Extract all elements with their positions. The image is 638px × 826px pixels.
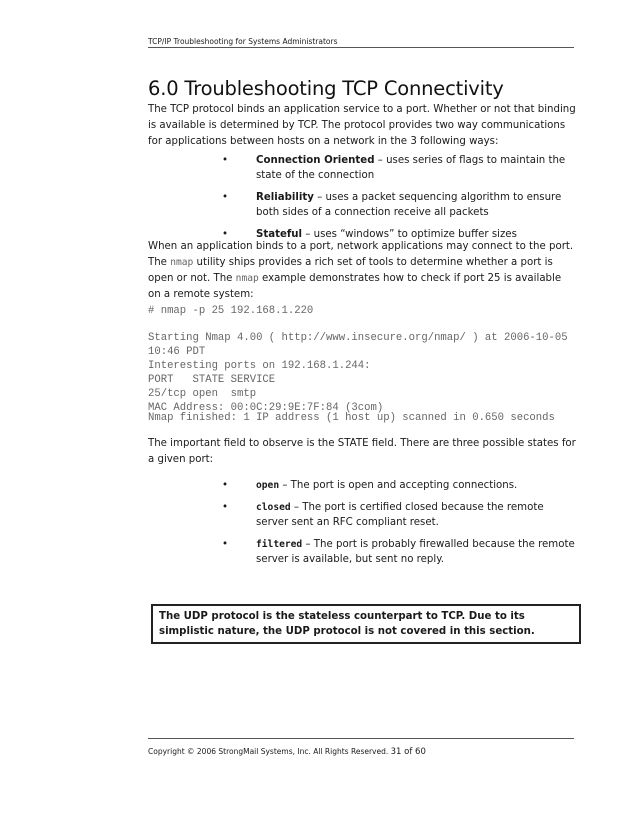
bullet-icon: • — [222, 229, 229, 240]
code-command: # nmap -p 25 192.168.1.220 — [148, 305, 314, 317]
bullet-icon: • — [222, 192, 229, 203]
list-item — [222, 500, 578, 530]
bullet-icon: • — [222, 480, 229, 491]
way-description: – uses “windows” to optimize buffer sizes — [302, 229, 517, 240]
nmap-text-1: When an application binds to a port, network applications may connect to the port. The — [148, 241, 574, 268]
bullet-icon: • — [222, 502, 229, 513]
state-description: – The port is certified closed because the remote server sent an RFC compliant reset. — [256, 502, 544, 528]
udp-note-box: The UDP protocol is the stateless counterpart to TCP. Due to its simplistic nature, the UDP protocol is not covered in this section. — [151, 604, 581, 644]
way-term: Connection Oriented — [256, 155, 375, 166]
code-finished: Nmap finished: 1 IP address (1 host up) scanned in 0.650 seconds — [148, 412, 555, 424]
running-header: TCP/IP Troubleshooting for Systems Administrators — [148, 37, 338, 46]
state-description: – The port is probably firewalled because the remote server is available, but sent no reply. — [256, 539, 575, 565]
state-description: – The port is open and accepting connections. — [279, 480, 518, 491]
way-term: Stateful — [256, 229, 303, 240]
state-term: open — [256, 480, 280, 491]
nmap-command-inline: nmap — [235, 273, 259, 284]
section-title: 6.0 Troubleshooting TCP Connectivity — [148, 77, 504, 100]
list-item — [222, 478, 578, 493]
copyright-text: Copyright © 2006 StrongMail Systems, Inc. All Rights Reserved. — [148, 747, 389, 756]
way-term: Reliability — [256, 192, 314, 203]
page-number: 31 of 60 — [390, 747, 426, 757]
state-term: filtered — [256, 539, 303, 550]
nmap-paragraph — [148, 239, 576, 303]
header-divider — [148, 47, 574, 48]
list-item — [222, 153, 578, 183]
way-description: – uses a packet sequencing algorithm to ensure both sides of a connection receive all packets — [256, 192, 562, 218]
code-output: Starting Nmap 4.00 ( http://www.insecure.org/nmap/ ) at 2006-10-05 10:46 PDT Interesting ports on 192.168.1.244: PORT STATE SERVICE 25/tcp open smtp MAC Address: 00:0C:29:9E:7F:84 (3com) — [148, 332, 568, 414]
nmap-text-2: utility ships provides a rich set of tools to determine whether a port is open or not. The — [148, 257, 553, 284]
port-states-list — [222, 478, 578, 574]
list-item — [222, 190, 578, 220]
footer-divider — [148, 738, 574, 739]
tcp-ways-list — [222, 153, 578, 249]
state-term: closed — [256, 502, 291, 513]
nmap-command-inline: nmap — [170, 257, 194, 268]
page-footer — [148, 747, 426, 757]
nmap-text-3: example demonstrates how to check if port 25 is available on a remote system: — [148, 273, 562, 300]
list-item — [222, 537, 578, 567]
state-intro-paragraph: The important field to observe is the STATE field. There are three possible states for a given port: — [148, 438, 576, 465]
bullet-icon: • — [222, 539, 229, 550]
bullet-icon: • — [222, 155, 229, 166]
intro-paragraph: The TCP protocol binds an application service to a port. Whether or not that binding is available is determined by TCP. The protocol provides two way communications for applications between hosts on a network in the 3 following ways: — [148, 104, 576, 147]
way-description: – uses series of flags to maintain the state of the connection — [256, 155, 566, 181]
